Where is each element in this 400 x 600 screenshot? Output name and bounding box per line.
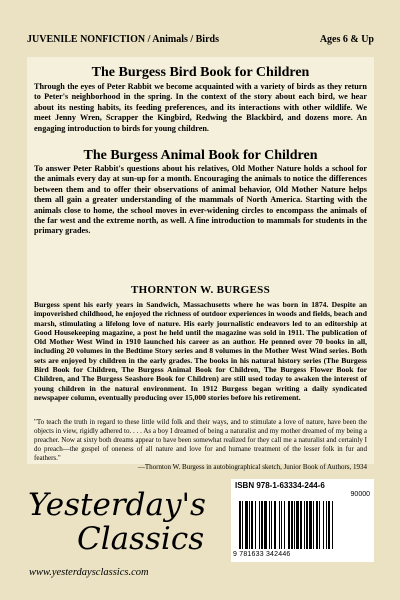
author-name: THORNTON W. BURGESS	[130, 284, 271, 296]
barcode-bar	[328, 501, 330, 549]
barcode-bar	[291, 501, 293, 549]
barcode-bar	[319, 501, 320, 549]
author-bio: Burgess spent his early years in Sandwich, Massachusetts where he was born in 1874. Despite an impoverished childhood, he enjoyed the richness of outdoor experiences in woods and fields, beach and marsh, stimulating a lifelong love of nature. His early journalistic endeavors led to an editorship at Good Housekeeping magazine, a post he held until the magazine was sold in 1911. The publication of Old Mother West Wind in 1910 launched his career as an author. He penned over 70 books in all, including 20 volumes in the Bedtime Story series and 8 volumes in the Mother West Wind series. Both sets are enjoyed by children in the early grades. The books in his natural history series (The Burgess Bird Book for Children, The Burgess Animal Book for Children, The Burgess Flower Book for Children, and The Burgess Seashore Book for Children) are still used today to awaken the interest of young children in the natural environment. In 1912 Burgess began writing a daily syndicated newspaper column, eventually producing over 15,000 stories before his retirement.	[34, 300, 367, 402]
quote-text: "To teach the truth in regard to these little wild folk and their ways, and to stimulate a love of nature, have been the objects in view, rigidly adhered to. . . . As a boy I dreamed of being a naturalist and my mother dreamed of my being a preacher. Now at sixty both dreams appear to have been somewhat realized for they call me a naturalist and certainly I do preach—the gospel of oneness of all nature and love for and humane treatment of the lesser folk in fur and feathers."	[34, 418, 367, 462]
barcode-bar	[249, 501, 250, 549]
barcode-bars	[239, 501, 367, 551]
barcode-bar	[306, 501, 308, 549]
barcode-bar	[300, 501, 302, 549]
barcode-bar	[251, 501, 253, 549]
barcode-bar	[294, 501, 295, 549]
barcode-bar	[313, 501, 314, 549]
description-panel	[27, 57, 374, 471]
barcode-bar	[323, 501, 324, 549]
barcode-bar	[255, 501, 256, 549]
category-header	[27, 34, 374, 48]
barcode-bar	[304, 501, 305, 549]
isbn-barcode	[231, 479, 374, 562]
barcode-bar	[245, 501, 248, 549]
book1-title: The Burgess Bird Book for Children	[91, 65, 310, 80]
barcode-bar	[264, 501, 267, 549]
barcode-bar	[296, 501, 299, 549]
barcode-bar	[326, 501, 327, 549]
barcode-bar	[279, 501, 280, 549]
barcode-bar	[332, 501, 333, 549]
barcode-bar	[274, 501, 276, 549]
book2-description: To answer Peter Rabbit's questions about his relatives, Old Mother Nature holds a school for the animals every day at sun-up for a month. Encouraging the animals to notice the differences between them and to offer their observations of animal behavior, Old Mother Nature helps them all gain a greater understanding of the mammals of North America. Starting with the animals close to home, the school moves in ever-widening circles to encompass the animals of the far west and the extreme north, as well. A fine introduction to mammals for students in the primary grades.	[34, 164, 367, 236]
quote-attribution: —Thornton W. Burgess in autobiographical sketch, Junior Book of Authors, 1934	[137, 463, 367, 471]
barcode-bar	[261, 501, 263, 549]
barcode-bar	[316, 501, 318, 549]
barcode-bar	[239, 501, 241, 549]
barcode-bar	[269, 501, 270, 549]
barcode-bar	[242, 501, 243, 549]
price-addon: 90000	[350, 491, 370, 498]
book2-title: The Burgess Animal Book for Children	[83, 148, 318, 163]
publisher-url: www.yesterdaysclassics.com	[29, 567, 149, 578]
author-quote	[34, 418, 367, 472]
age-label: Ages 6 & Up	[319, 34, 374, 45]
publisher-logo-line1: Yesterday's	[28, 487, 206, 523]
barcode-bar	[284, 501, 285, 549]
isbn-label: ISBN 978-1-63334-244-6	[235, 481, 325, 490]
barcode-bar	[281, 501, 282, 549]
barcode-bar	[309, 501, 312, 549]
barcode-bar	[259, 501, 260, 549]
barcode-bar	[271, 501, 272, 549]
publisher-logo-line2: Classics	[77, 521, 205, 557]
book1-description: Through the eyes of Peter Rabbit we become acquainted with a variety of birds as they return to Peter's neighborhood in the spring. In the context of the story about each bird, we hear about its nesting habits, its feeding preferences, and its interactions with other wildlife. We meet Jenny Wren, Scrapper the Kingbird, Redwing the Blackbird, and dozens more. An engaging introduction to birds for young children.	[34, 82, 367, 133]
category-label: JUVENILE NONFICTION / Animals / Birds	[27, 34, 219, 45]
barcode-bar	[288, 501, 290, 549]
barcode-digits: 9 781633 342446	[233, 551, 291, 558]
